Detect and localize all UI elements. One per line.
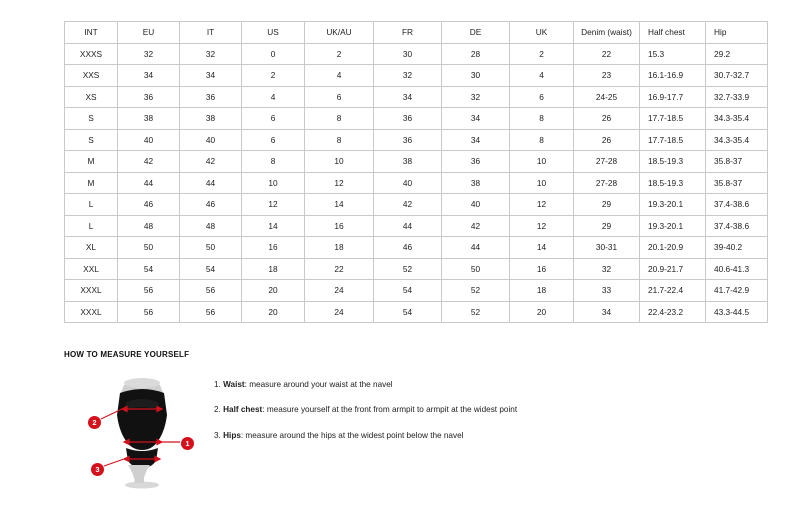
cell-int: L	[65, 215, 118, 237]
cell-hip: 30.7-32.7	[706, 65, 768, 87]
cell-half-chest: 20.1-20.9	[640, 237, 706, 259]
cell-ukau: 10	[305, 151, 374, 173]
cell-ukau: 22	[305, 258, 374, 280]
cell-de: 50	[442, 258, 510, 280]
cell-us: 6	[242, 129, 305, 151]
column-header-denim-waist: Denim (waist)	[574, 22, 640, 44]
cell-half-chest: 20.9-21.7	[640, 258, 706, 280]
cell-denim-waist: 27-28	[574, 151, 640, 173]
cell-eu: 48	[118, 215, 180, 237]
cell-half-chest: 15.3	[640, 43, 706, 65]
cell-denim-waist: 26	[574, 108, 640, 130]
cell-fr: 30	[374, 43, 442, 65]
cell-half-chest: 19.3-20.1	[640, 215, 706, 237]
cell-de: 34	[442, 108, 510, 130]
cell-uk: 14	[510, 237, 574, 259]
cell-eu: 56	[118, 301, 180, 323]
cell-ukau: 16	[305, 215, 374, 237]
cell-int: M	[65, 151, 118, 173]
cell-us: 0	[242, 43, 305, 65]
table-row	[65, 65, 768, 87]
cell-eu: 38	[118, 108, 180, 130]
cell-half-chest: 17.7-18.5	[640, 129, 706, 151]
cell-us: 16	[242, 237, 305, 259]
cell-hip: 41.7-42.9	[706, 280, 768, 302]
cell-ukau: 24	[305, 301, 374, 323]
cell-eu: 50	[118, 237, 180, 259]
cell-fr: 46	[374, 237, 442, 259]
cell-fr: 42	[374, 194, 442, 216]
cell-int: XXL	[65, 258, 118, 280]
cell-hip: 29.2	[706, 43, 768, 65]
cell-int: XXXL	[65, 301, 118, 323]
column-header-half-chest: Half chest	[640, 22, 706, 44]
cell-uk: 12	[510, 215, 574, 237]
cell-eu: 36	[118, 86, 180, 108]
cell-uk: 6	[510, 86, 574, 108]
cell-ukau: 18	[305, 237, 374, 259]
cell-us: 8	[242, 151, 305, 173]
cell-eu: 56	[118, 280, 180, 302]
cell-hip: 35.8-37	[706, 151, 768, 173]
cell-de: 52	[442, 301, 510, 323]
cell-ukau: 4	[305, 65, 374, 87]
column-header-int: INT	[65, 22, 118, 44]
table-row	[65, 237, 768, 259]
cell-it: 36	[180, 86, 242, 108]
cell-denim-waist: 34	[574, 301, 640, 323]
size-table	[64, 21, 768, 323]
cell-hip: 43.3-44.5	[706, 301, 768, 323]
cell-int: XL	[65, 237, 118, 259]
cell-fr: 54	[374, 301, 442, 323]
cell-fr: 44	[374, 215, 442, 237]
cell-hip: 39-40.2	[706, 237, 768, 259]
cell-half-chest: 18.5-19.3	[640, 151, 706, 173]
cell-uk: 12	[510, 194, 574, 216]
cell-int: M	[65, 172, 118, 194]
cell-hip: 35.8-37	[706, 172, 768, 194]
table-row	[65, 301, 768, 323]
cell-it: 40	[180, 129, 242, 151]
cell-eu: 40	[118, 129, 180, 151]
cell-uk: 10	[510, 151, 574, 173]
cell-denim-waist: 30-31	[574, 237, 640, 259]
cell-it: 32	[180, 43, 242, 65]
cell-fr: 32	[374, 65, 442, 87]
cell-int: XXXS	[65, 43, 118, 65]
cell-hip: 32.7-33.9	[706, 86, 768, 108]
cell-ukau: 12	[305, 172, 374, 194]
step-number: 2.	[214, 405, 221, 415]
cell-it: 54	[180, 258, 242, 280]
cell-ukau: 2	[305, 43, 374, 65]
cell-int: XXS	[65, 65, 118, 87]
cell-it: 56	[180, 301, 242, 323]
cell-uk: 18	[510, 280, 574, 302]
column-header-hip: Hip	[706, 22, 768, 44]
cell-de: 30	[442, 65, 510, 87]
cell-int: S	[65, 108, 118, 130]
cell-denim-waist: 33	[574, 280, 640, 302]
how-to-measure-section	[64, 350, 764, 489]
cell-it: 42	[180, 151, 242, 173]
cell-it: 56	[180, 280, 242, 302]
table-row	[65, 86, 768, 108]
cell-uk: 2	[510, 43, 574, 65]
cell-denim-waist: 23	[574, 65, 640, 87]
table-row	[65, 151, 768, 173]
table-row	[65, 258, 768, 280]
table-row	[65, 172, 768, 194]
cell-denim-waist: 27-28	[574, 172, 640, 194]
cell-fr: 36	[374, 129, 442, 151]
cell-fr: 54	[374, 280, 442, 302]
cell-denim-waist: 32	[574, 258, 640, 280]
cell-uk: 8	[510, 129, 574, 151]
cell-de: 36	[442, 151, 510, 173]
cell-de: 52	[442, 280, 510, 302]
step-term: Half chest	[223, 405, 263, 415]
cell-us: 6	[242, 108, 305, 130]
cell-ukau: 8	[305, 129, 374, 151]
cell-hip: 37.4-38.6	[706, 194, 768, 216]
section-title: HOW TO MEASURE YOURSELF	[64, 350, 190, 359]
table-row	[65, 108, 768, 130]
cell-denim-waist: 22	[574, 43, 640, 65]
step-number: 3.	[214, 430, 221, 440]
cell-eu: 42	[118, 151, 180, 173]
cell-uk: 4	[510, 65, 574, 87]
cell-fr: 38	[374, 151, 442, 173]
cell-half-chest: 16.9-17.7	[640, 86, 706, 108]
cell-half-chest: 21.7-22.4	[640, 280, 706, 302]
cell-half-chest: 17.7-18.5	[640, 108, 706, 130]
cell-fr: 34	[374, 86, 442, 108]
column-header-eu: EU	[118, 22, 180, 44]
cell-uk: 16	[510, 258, 574, 280]
step-number: 1.	[214, 380, 221, 389]
column-header-it: IT	[180, 22, 242, 44]
table-body	[65, 43, 768, 323]
cell-de: 32	[442, 86, 510, 108]
column-header-us: US	[242, 22, 305, 44]
cell-hip: 37.4-38.6	[706, 215, 768, 237]
table-row	[65, 129, 768, 151]
cell-denim-waist: 29	[574, 215, 640, 237]
cell-de: 34	[442, 129, 510, 151]
column-header-ukau: UK/AU	[305, 22, 374, 44]
badge-waist: 1	[181, 437, 194, 450]
cell-half-chest: 19.3-20.1	[640, 194, 706, 216]
cell-int: L	[65, 194, 118, 216]
cell-fr: 40	[374, 172, 442, 194]
cell-int: XS	[65, 86, 118, 108]
cell-half-chest: 16.1-16.9	[640, 65, 706, 87]
step-waist	[214, 379, 517, 391]
mannequin-figure	[64, 369, 204, 489]
cell-de: 42	[442, 215, 510, 237]
cell-half-chest: 22.4-23.2	[640, 301, 706, 323]
cell-int: XXXL	[65, 280, 118, 302]
measure-steps	[214, 369, 517, 455]
cell-it: 44	[180, 172, 242, 194]
cell-us: 2	[242, 65, 305, 87]
cell-us: 20	[242, 280, 305, 302]
measure-body	[64, 369, 764, 489]
cell-us: 10	[242, 172, 305, 194]
cell-de: 44	[442, 237, 510, 259]
cell-eu: 32	[118, 43, 180, 65]
table-row	[65, 194, 768, 216]
table-row	[65, 280, 768, 302]
badge-half-chest: 2	[88, 416, 101, 429]
table-row	[65, 43, 768, 65]
cell-eu: 54	[118, 258, 180, 280]
cell-fr: 52	[374, 258, 442, 280]
cell-uk: 20	[510, 301, 574, 323]
cell-fr: 36	[374, 108, 442, 130]
step-term: Waist	[223, 380, 245, 389]
cell-denim-waist: 29	[574, 194, 640, 216]
cell-it: 48	[180, 215, 242, 237]
cell-de: 38	[442, 172, 510, 194]
cell-hip: 34.3-35.4	[706, 129, 768, 151]
step-text: : measure around the hips at the widest point below the navel	[240, 430, 464, 440]
cell-us: 18	[242, 258, 305, 280]
column-header-de: DE	[442, 22, 510, 44]
table-row	[65, 215, 768, 237]
cell-us: 4	[242, 86, 305, 108]
cell-eu: 34	[118, 65, 180, 87]
cell-uk: 8	[510, 108, 574, 130]
cell-ukau: 8	[305, 108, 374, 130]
cell-it: 38	[180, 108, 242, 130]
cell-ukau: 14	[305, 194, 374, 216]
cell-us: 20	[242, 301, 305, 323]
cell-ukau: 24	[305, 280, 374, 302]
cell-us: 14	[242, 215, 305, 237]
badge-hips: 3	[91, 463, 104, 476]
step-text: : measure around your waist at the navel	[244, 380, 393, 389]
cell-uk: 10	[510, 172, 574, 194]
step-half-chest	[214, 404, 517, 416]
cell-us: 12	[242, 194, 305, 216]
cell-it: 50	[180, 237, 242, 259]
cell-eu: 46	[118, 194, 180, 216]
column-header-fr: FR	[374, 22, 442, 44]
step-hips	[214, 430, 517, 442]
cell-int: S	[65, 129, 118, 151]
cell-de: 28	[442, 43, 510, 65]
cell-denim-waist: 26	[574, 129, 640, 151]
step-term: Hips	[223, 430, 241, 440]
cell-it: 34	[180, 65, 242, 87]
cell-hip: 40.6-41.3	[706, 258, 768, 280]
cell-eu: 44	[118, 172, 180, 194]
mannequin-illustration	[64, 369, 204, 489]
cell-de: 40	[442, 194, 510, 216]
step-text: : measure yourself at the front from armpit to armpit at the widest point	[262, 405, 518, 415]
cell-half-chest: 18.5-19.3	[640, 172, 706, 194]
cell-ukau: 6	[305, 86, 374, 108]
cell-it: 46	[180, 194, 242, 216]
cell-hip: 34.3-35.4	[706, 108, 768, 130]
size-chart	[64, 21, 750, 323]
table-header-row	[65, 22, 768, 44]
column-header-uk: UK	[510, 22, 574, 44]
cell-denim-waist: 24-25	[574, 86, 640, 108]
